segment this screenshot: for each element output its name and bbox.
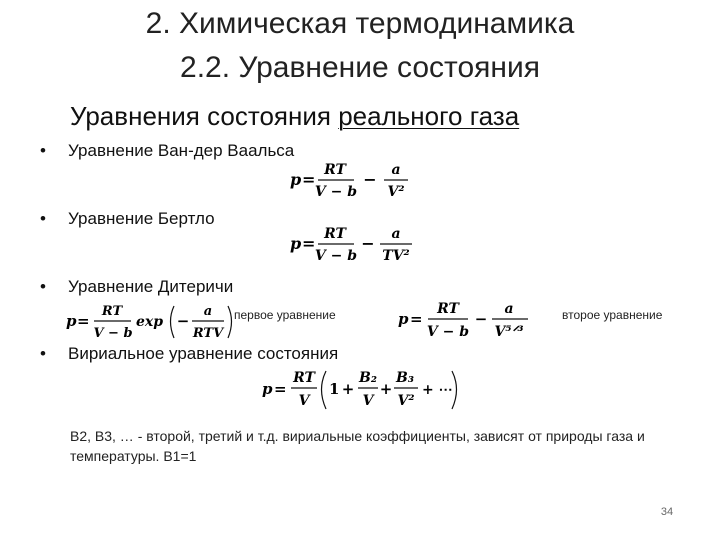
formula-exp: exp bbox=[136, 314, 164, 330]
formula-plus: + bbox=[341, 380, 355, 398]
bullet-label: Уравнение Дитеричи bbox=[68, 277, 234, 296]
formula-eq: = bbox=[274, 380, 287, 398]
slide-title-line-1: 2. Химическая термодинамика bbox=[145, 7, 575, 40]
formula-num2: a bbox=[391, 226, 401, 242]
formula-minus: − bbox=[474, 310, 488, 328]
slide-title-line-2: 2.2. Уравнение состояния bbox=[180, 51, 540, 84]
formula-den2: V bbox=[362, 393, 374, 409]
bullet-dot: • bbox=[40, 141, 46, 160]
bullet-dot: • bbox=[40, 344, 46, 363]
formula-num2: a bbox=[391, 162, 401, 178]
bullet-van-der-waals bbox=[40, 140, 294, 162]
formula-den2: RTV bbox=[192, 326, 224, 341]
page-number: 34 bbox=[660, 506, 674, 518]
formula-p: p bbox=[262, 380, 273, 398]
formula-num2: a bbox=[203, 304, 213, 319]
formula-p: p bbox=[290, 170, 302, 189]
dieterici-second-note: второе уравнение bbox=[562, 308, 663, 322]
formula-num1: RT bbox=[324, 162, 346, 178]
formula-den2: V² bbox=[387, 184, 405, 200]
formula-eq: = bbox=[77, 312, 90, 330]
subtitle-underlined-text: реального газа bbox=[338, 101, 520, 131]
formula-num1: RT bbox=[101, 304, 123, 319]
section-subtitle bbox=[70, 100, 519, 132]
formula-num2: B₂ bbox=[359, 370, 377, 386]
formula-den3: V² bbox=[397, 393, 415, 409]
formula-minus: − bbox=[361, 234, 375, 253]
formula-minus: − bbox=[363, 170, 377, 189]
formula-den1: V − b bbox=[314, 248, 358, 264]
formula-eq: = bbox=[410, 310, 423, 328]
formula-den2: TV² bbox=[382, 248, 410, 264]
formula-eq: = bbox=[302, 170, 316, 189]
left-paren bbox=[171, 306, 175, 338]
bullet-berthelot bbox=[40, 208, 215, 230]
formula-eq: = bbox=[302, 234, 316, 253]
formula-virial bbox=[262, 366, 462, 418]
bullet-label: Уравнение Бертло bbox=[68, 209, 215, 228]
left-paren bbox=[322, 371, 327, 409]
formula-den1: V − b bbox=[93, 326, 133, 341]
formula-num1: RT bbox=[324, 226, 346, 242]
bullet-label: Вириальное уравнение состояния bbox=[68, 344, 339, 363]
bullet-dot: • bbox=[40, 209, 46, 228]
formula-den1: V − b bbox=[314, 184, 358, 200]
formula-one: 1 bbox=[329, 380, 340, 398]
bullet-virial bbox=[40, 343, 338, 365]
formula-plus: + bbox=[379, 380, 393, 398]
formula-den2: V⁵ᐟ³ bbox=[494, 324, 524, 340]
formula-num2: a bbox=[504, 301, 514, 317]
formula-berthelot bbox=[290, 222, 420, 270]
formula-dots: + ⋯ bbox=[422, 382, 453, 398]
bullet-label: Уравнение Ван-дер Ваальса bbox=[68, 141, 295, 160]
formula-minus: − bbox=[176, 312, 190, 330]
formula-p: p bbox=[398, 310, 409, 328]
right-paren bbox=[228, 306, 232, 338]
formula-van-der-waals bbox=[290, 158, 420, 206]
dieterici-first-note: первое уравнение bbox=[234, 308, 336, 322]
formula-p: p bbox=[290, 234, 302, 253]
bullet-dieterici bbox=[40, 276, 233, 298]
formula-dieterici-2 bbox=[398, 296, 538, 346]
formula-den1: V bbox=[298, 393, 310, 409]
formula-dieterici-1 bbox=[66, 298, 236, 348]
formula-num3: B₃ bbox=[396, 370, 414, 386]
right-paren bbox=[452, 371, 457, 409]
formula-num1: RT bbox=[437, 301, 459, 317]
formula-p: p bbox=[66, 312, 77, 330]
virial-coefficients-description: B2, B3, … - второй, третий и т.д. вириальные коэффициенты, зависят от природы газа и температуры. B1=1 bbox=[70, 428, 645, 464]
subtitle-text: Уравнения состояния bbox=[70, 101, 339, 131]
bullet-dot: • bbox=[40, 277, 46, 296]
formula-den1: V − b bbox=[426, 324, 470, 340]
formula-num1: RT bbox=[293, 370, 315, 386]
